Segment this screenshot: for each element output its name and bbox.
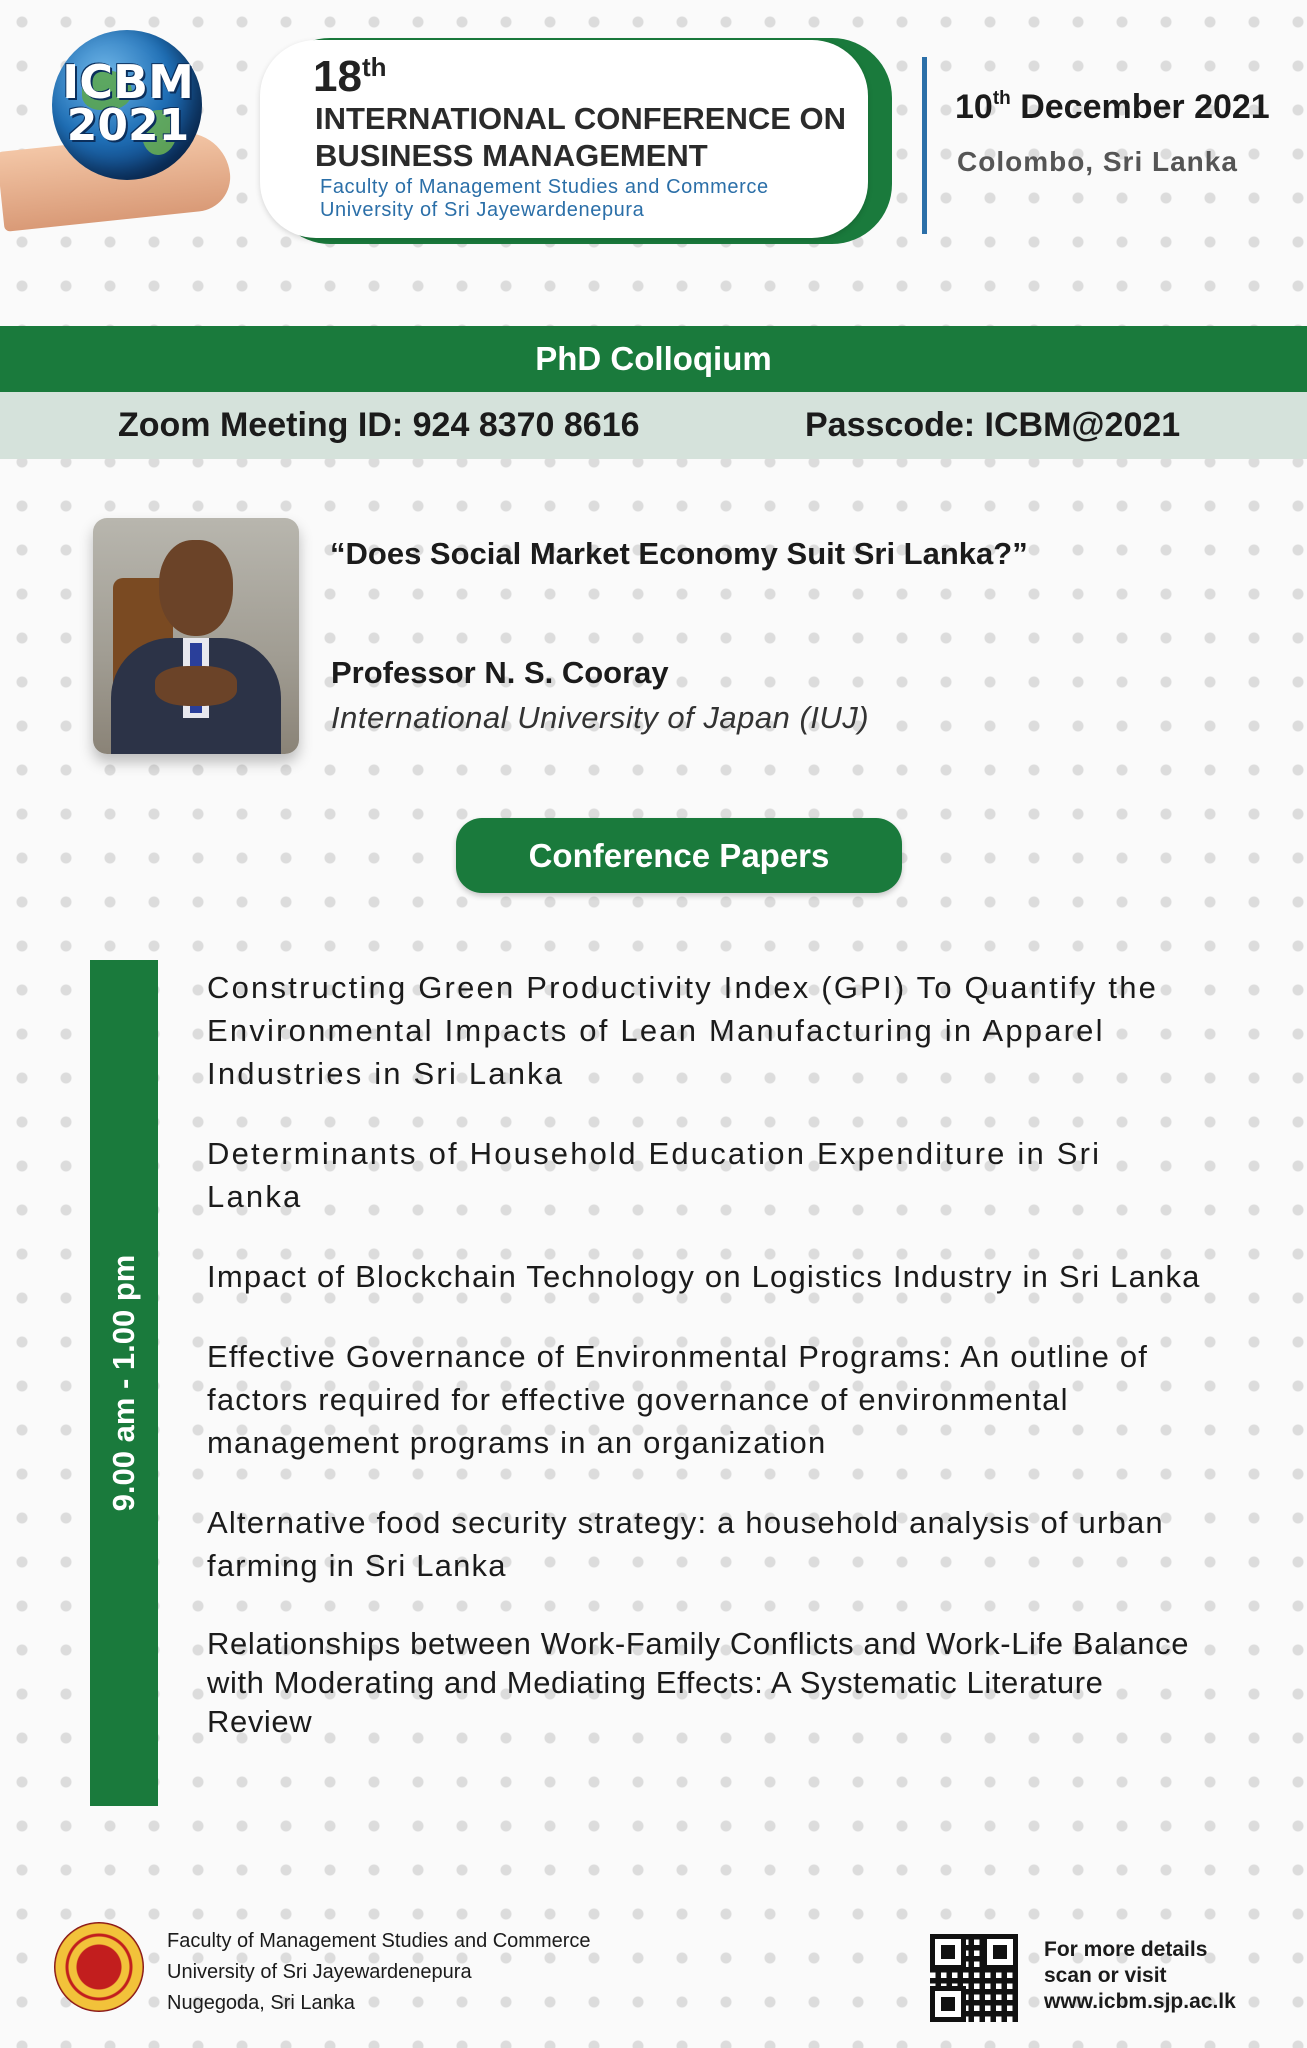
paper-title: Alternative food security strategy: a household analysis of urban farming in Sri Lanka bbox=[207, 1505, 1164, 1583]
conference-papers-label: Conference Papers bbox=[528, 837, 830, 874]
session-banner bbox=[0, 326, 1307, 392]
footer-university: University of Sri Jayewardenepura bbox=[167, 1961, 472, 1983]
conference-title bbox=[315, 100, 846, 174]
zoom-passcode: Passcode: ICBM@2021 bbox=[805, 406, 1181, 444]
website-link[interactable]: www.icbm.sjp.ac.lk bbox=[1044, 1990, 1236, 2013]
paper-title: Effective Governance of Environmental Programs: An outline of factors required for effective governance of environmental management programs in an organization bbox=[207, 1339, 1149, 1460]
footer-city: Nugegoda, Sri Lanka bbox=[167, 1992, 355, 2014]
event-location: Colombo, Sri Lanka bbox=[957, 146, 1238, 177]
conference-organizer bbox=[320, 176, 769, 222]
footer-faculty: Faculty of Management Studies and Commerce bbox=[167, 1930, 591, 1952]
university-name: University of Sri Jayewardenepura bbox=[320, 199, 645, 221]
icbm-logo bbox=[0, 20, 240, 230]
paper-title: Relationships between Work-Family Conflicts and Work-Life Balance with Moderating and Mediating Effects: A Systematic Literature Review bbox=[207, 1626, 1190, 1739]
footer-address bbox=[167, 1926, 591, 2019]
speaker-name: Professor N. S. Cooray bbox=[331, 655, 669, 690]
conference-title-line1: INTERNATIONAL CONFERENCE ON bbox=[315, 101, 847, 136]
conference-papers-heading bbox=[456, 818, 902, 893]
logo-text: ICBM 2021 bbox=[62, 55, 194, 151]
more-details-line1: For more details bbox=[1044, 1938, 1208, 1961]
faculty-name: Faculty of Management Studies and Commerce bbox=[320, 176, 769, 198]
qr-code-icon[interactable] bbox=[930, 1934, 1018, 2022]
paper-list bbox=[207, 966, 1207, 1778]
header-divider bbox=[922, 57, 927, 234]
speaker-photo bbox=[93, 518, 299, 754]
university-seal-icon bbox=[54, 1922, 144, 2012]
conference-title-line2: BUSINESS MANAGEMENT bbox=[315, 138, 708, 173]
paper-title: Determinants of Household Education Expenditure in Sri Lanka bbox=[207, 1136, 1102, 1214]
more-details bbox=[1044, 1937, 1236, 2015]
zoom-meeting-id: Zoom Meeting ID: 924 8370 8616 bbox=[118, 406, 640, 444]
edition-number: 18th bbox=[313, 52, 387, 101]
session-time: 9.00 am - 1.00 pm bbox=[106, 1254, 141, 1512]
speaker-affiliation: International University of Japan (IUJ) bbox=[331, 700, 870, 735]
event-date: 10th December 2021 bbox=[955, 88, 1270, 126]
paper-title: Impact of Blockchain Technology on Logistics Industry in Sri Lanka bbox=[207, 1259, 1201, 1294]
more-details-line2: scan or visit bbox=[1044, 1964, 1167, 1987]
paper-title: Constructing Green Productivity Index (GPI) To Quantify the Environmental Impacts of Lean Manufacturing in Apparel Industries in Sri Lanka bbox=[207, 970, 1159, 1091]
talk-title: “Does Social Market Economy Suit Sri Lanka?” bbox=[330, 536, 1028, 571]
session-title: PhD Colloqium bbox=[535, 340, 772, 377]
